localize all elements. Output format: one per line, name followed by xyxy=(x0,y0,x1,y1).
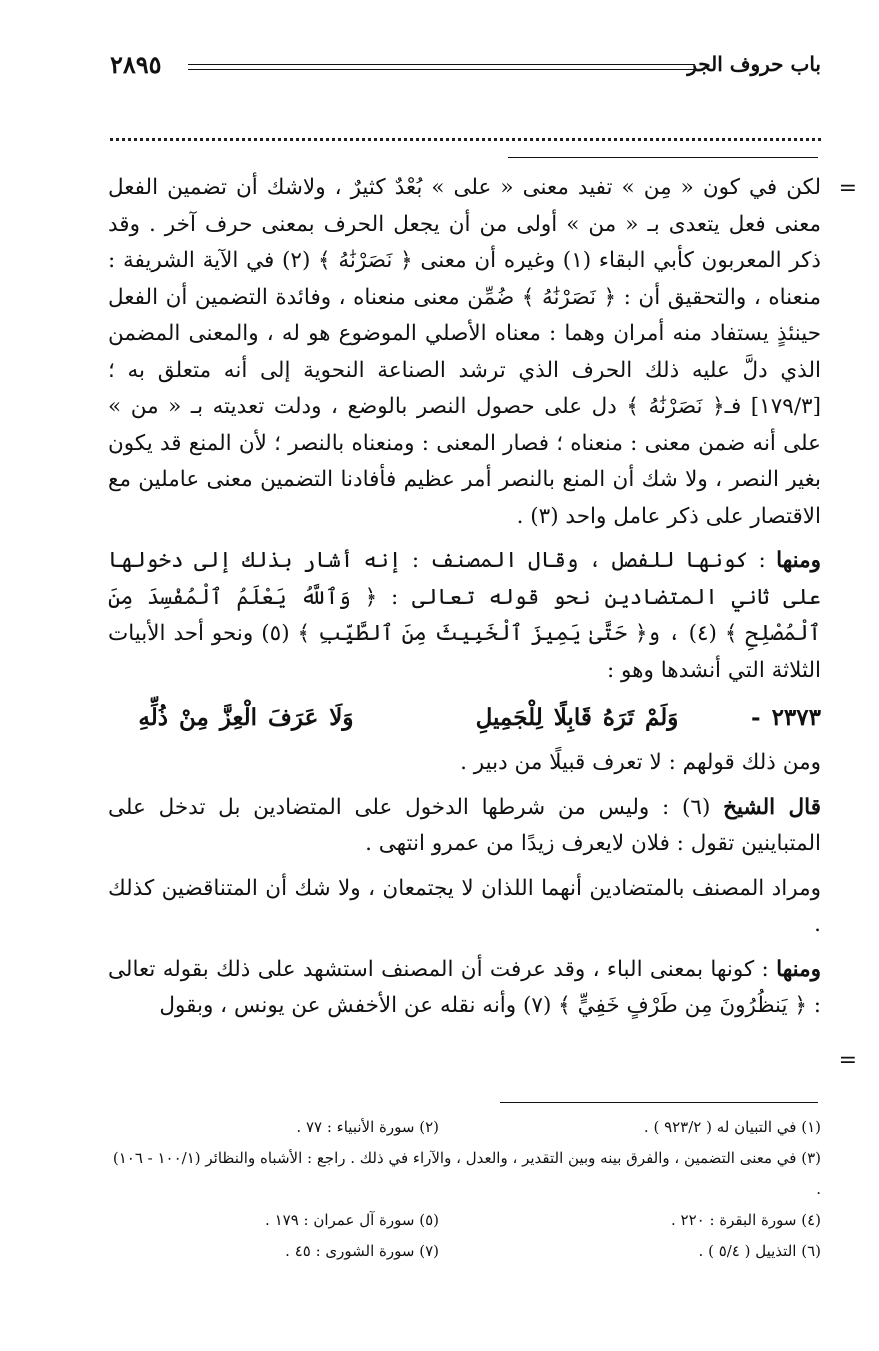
footnote-1: (١) في التبيان له ( ٩٢٣/٢ ) . xyxy=(643,1118,821,1136)
continuation-mark-top: = xyxy=(838,176,857,201)
paragraph-1 xyxy=(108,170,821,535)
paragraph-text: ومراد المصنف بالمتضادين أنهما اللذان لا يجتمعان ، ولا شك أن المتناقضين كذلك . xyxy=(108,875,821,937)
paragraph-text: : كونها للفصل ، وقال المصنف : إنه أشار بذلك إلى دخولها على ثاني المتضادين نحو قوله تعالى : ﴿ وَٱللَّهُ يَعْلَمُ ٱلْمُفْسِدَ مِنَ ٱلْمُصْلِحِ ﴾ (٤) ، و﴿ حَتَّىٰ يَمِيزَ ٱلْخَبِيثَ مِنَ ٱلطَّيِّبِ ﴾ (٥) ونحو أحد الأبيات الثلاثة التي أنشدها وهو : xyxy=(108,548,822,683)
page-header xyxy=(110,50,821,84)
paragraph-3 xyxy=(108,745,821,782)
footnote-row xyxy=(108,1236,821,1267)
page-number: ٢٨٩٥ xyxy=(110,50,162,79)
verse-second-hemistich: وَلَا عَرَفَ الْعِزَّ مِنْ ذُلِّهِ xyxy=(138,704,354,731)
top-separator-line xyxy=(508,157,818,158)
dotted-separator xyxy=(110,120,821,141)
footnote-separator xyxy=(500,1102,818,1103)
paragraph-4 xyxy=(108,790,821,863)
verse-number: ٢٣٧٣ - xyxy=(751,704,821,731)
paragraph-6 xyxy=(108,952,821,1025)
footnote-row xyxy=(108,1205,821,1236)
continuation-mark-bottom: = xyxy=(838,1048,857,1073)
paragraph-lead: ومنها xyxy=(776,956,821,982)
paragraph-2 xyxy=(108,543,821,689)
paragraph-text: لكن في كون « مِن » تفيد معنى « على » بُعْدٌ كثيرٌ ، ولاشك أن تضمين الفعل معنى فعل يتعدى بـ « من » أولى من أن يجعل الحرف بمعنى حرف آخر . وقد ذكر المعربون كأبي البقاء (١) وغيره أن معنى ﴿ نَصَرْنَٰهُ ﴾ (٢) في الآية الشريفة : منعناه ، والتحقيق أن : ﴿ نَصَرْنَٰهُ ﴾ ضُمِّن معنى منعناه ، وفائدة التضمين أن الفعل حينئذٍ يستفاد منه أمران وهما : معناه الأصلي الموضوع هو له ، والمعنى المضمن الذي دلَّ عليه ذلك الحرف الذي ترشد الصناعة النحوية إلى أنه متعلق به ؛ [١٧٩/٣] فـ﴿ نَصَرْنَٰهُ ﴾ دل على حصول النصر بالوضع ، ودلت تعديته بـ « من » على أنه ضمن معنى : منعناه ؛ فصار المعنى : ومنعناه بالنصر ؛ لأن المنع قد يكون بغير النصر ، ولا شك أن المنع بالنصر أمر عظيم فأفادنا التضمين معنى عاملين مع الاقتصار على ذكر عامل واحد (٣) . xyxy=(108,175,821,529)
header-rule xyxy=(188,64,695,70)
paragraph-5 xyxy=(108,871,821,944)
paragraph-text: ومن ذلك قولهم : لا تعرف قبيلًا من دبير . xyxy=(460,750,821,775)
chapter-title: باب حروف الجر xyxy=(687,52,821,76)
footnote-3: (٣) في معنى التضمين ، والفرق بينه وبين التقدير ، والعدل ، والآراء في ذلك . راجع : الأشباه والنظائر (١٠٠/١ - ١٠٦) . xyxy=(112,1149,821,1198)
main-text xyxy=(108,170,821,1033)
footnote-7: (٧) سورة الشورى : ٤٥ . xyxy=(285,1242,439,1260)
poetry-verse xyxy=(108,697,821,739)
verse-first-hemistich: وَلَمْ تَرَهُ قَابِلًا لِلْجَمِيلِ xyxy=(475,704,679,731)
paragraph-lead: قال الشيخ xyxy=(723,794,821,820)
paragraph-lead: ومنها xyxy=(776,548,821,573)
footnotes xyxy=(108,1112,821,1267)
footnote-2: (٢) سورة الأنبياء : ٧٧ . xyxy=(296,1118,439,1136)
footnote-6: (٦) التذييل ( ٥/٤ ) . xyxy=(698,1242,821,1260)
footnote-4: (٤) سورة البقرة : ٢٢٠ . xyxy=(670,1211,821,1229)
paragraph-text: : كونها بمعنى الباء ، وقد عرفت أن المصنف استشهد على ذلك بقوله تعالى : ﴿ يَنظُرُونَ مِن طَرْفٍ خَفِيٍّ ﴾ (٧) وأنه نقله عن الأخفش عن يونس ، وبقول xyxy=(108,956,821,1018)
footnote-5: (٥) سورة آل عمران : ١٧٩ . xyxy=(265,1211,439,1229)
paragraph-text: (٦) : وليس من شرطها الدخول على المتضادين بل تدخل على المتباينين تقول : فلان لايعرف زيدًا من عمرو انتهى . xyxy=(108,794,821,856)
footnote-row xyxy=(108,1112,821,1143)
